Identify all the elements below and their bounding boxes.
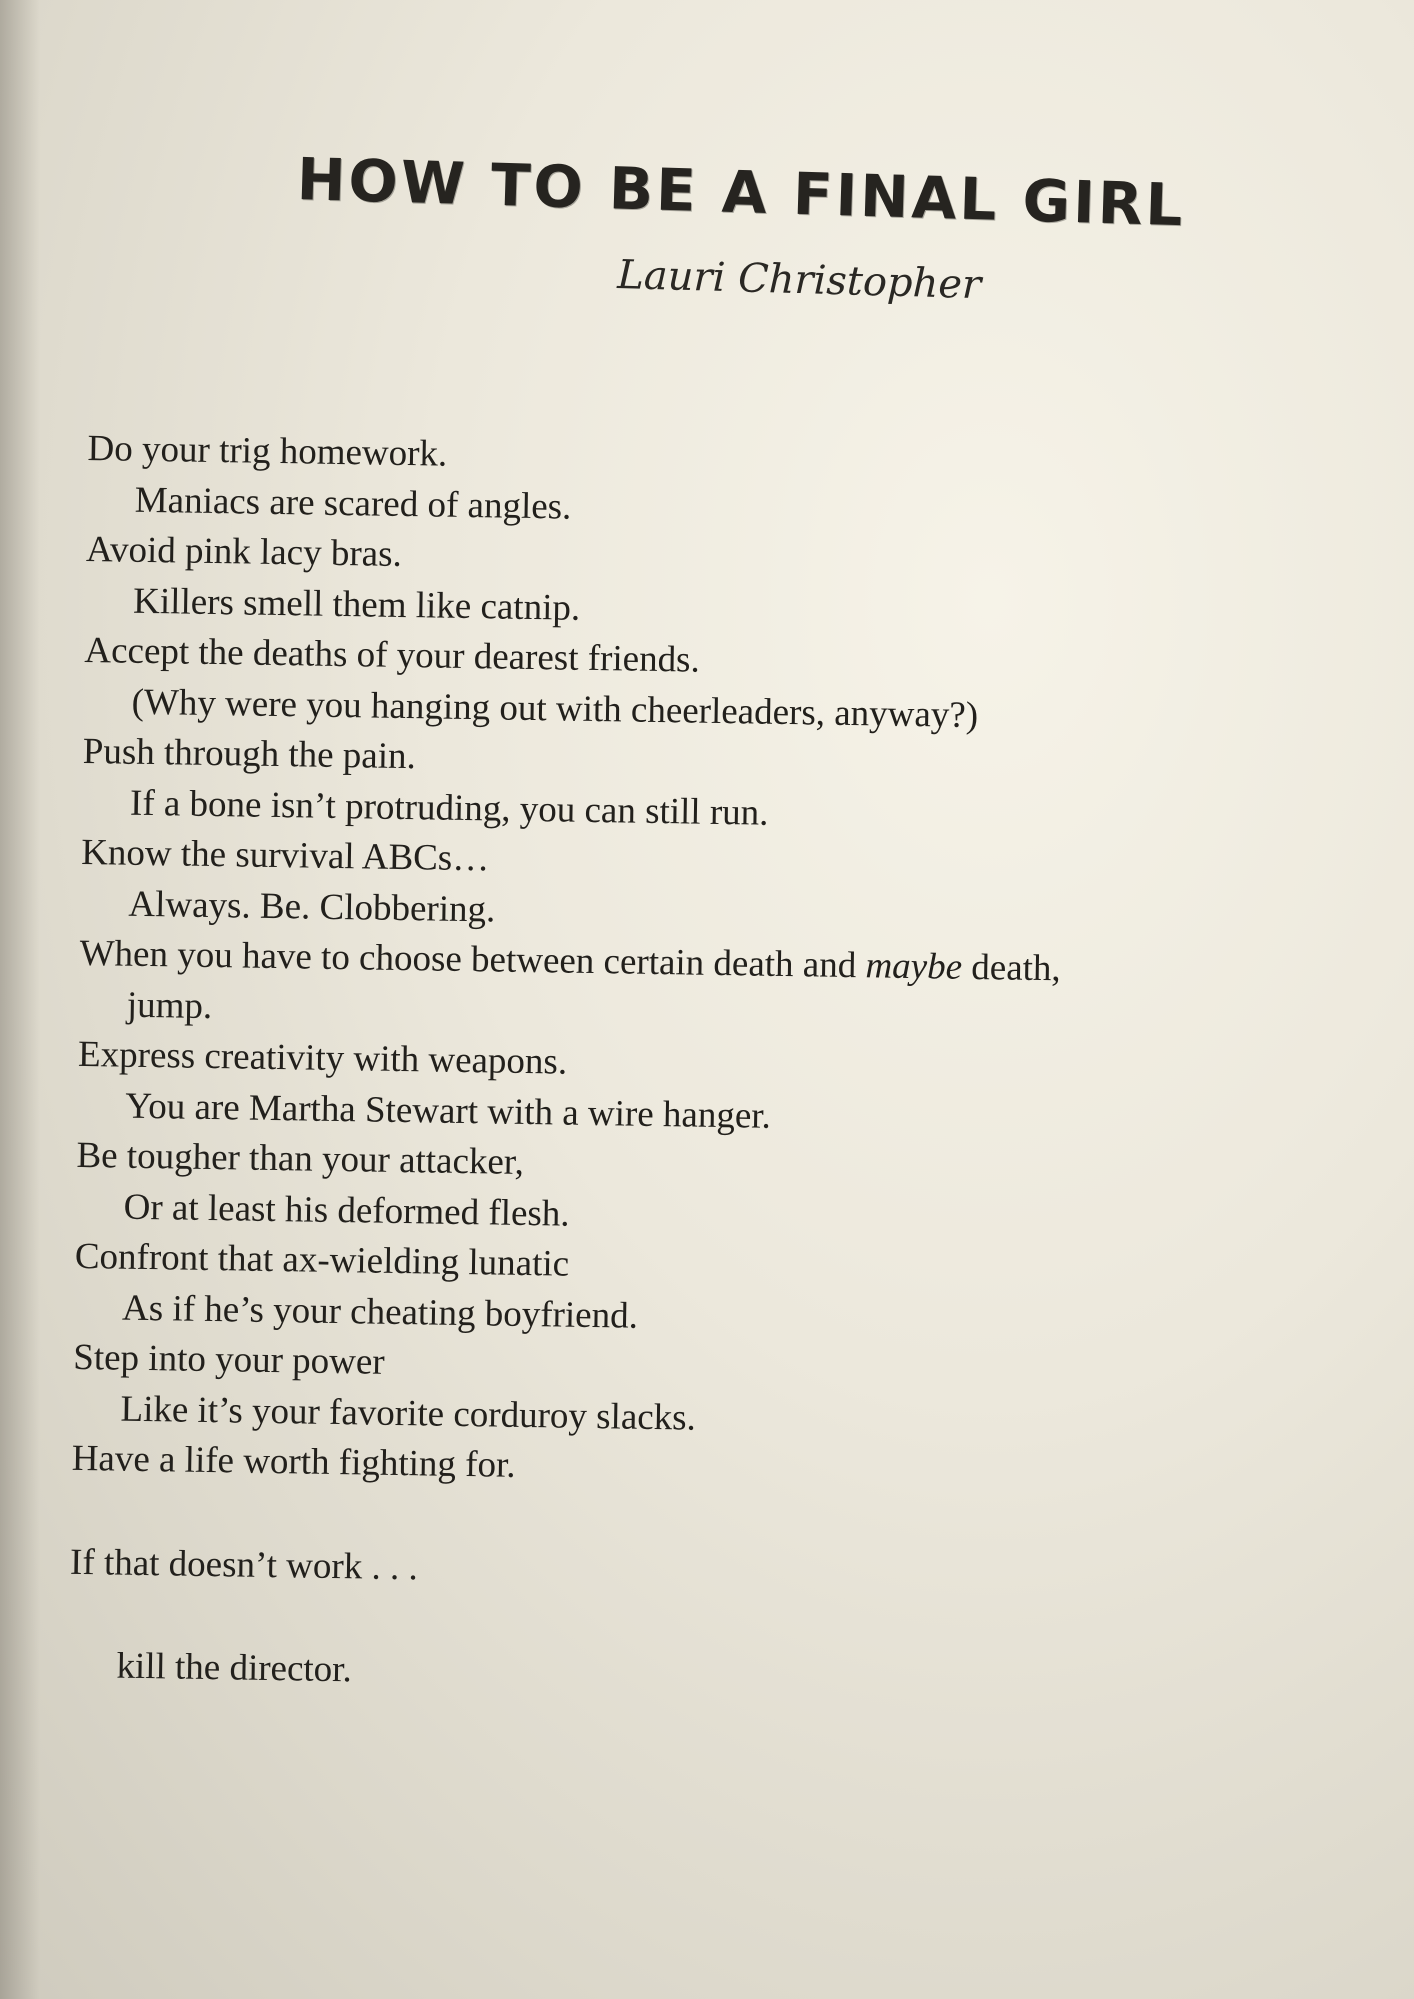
poem-line: Be tougher than your attacker, xyxy=(76,1134,525,1183)
poem-line: Accept the deaths of your dearest friends. xyxy=(84,629,701,681)
poem-line: If that doesn’t work . . . xyxy=(69,1541,419,1588)
poem-line: Push through the pain. xyxy=(82,730,417,778)
poem-line: Always. Be. Clobbering. xyxy=(128,883,496,930)
poem-line: jump. xyxy=(126,984,213,1027)
poem-line: Have a life worth fighting for. xyxy=(71,1437,516,1486)
poem-line: Know the survival ABCs… xyxy=(80,831,490,880)
poem-line: Avoid pink lacy bras. xyxy=(85,528,403,575)
poem-line: kill the director. xyxy=(116,1645,353,1691)
poem-line: You are Martha Stewart with a wire hanger. xyxy=(124,1085,772,1137)
poem-line: Killers smell them like catnip. xyxy=(132,580,581,629)
poem-line-part: When you have to choose between certain death and xyxy=(79,932,866,987)
poem-line: Confront that ax-wielding lunatic xyxy=(74,1235,570,1285)
poem-line: Maniacs are scared of angles. xyxy=(134,479,572,528)
poem-line: Express creativity with weapons. xyxy=(77,1033,568,1083)
poem-line: Do your trig homework. xyxy=(87,427,448,475)
poem-line: As if he’s your cheating boyfriend. xyxy=(121,1287,639,1337)
poem-line: Like it’s your favorite corduroy slacks. xyxy=(120,1388,697,1439)
poem-author: Lauri Christopher xyxy=(616,252,982,309)
poem-line: If a bone isn’t protruding, you can still run. xyxy=(129,782,769,834)
poem-line-part: death, xyxy=(961,946,1062,990)
page-gutter-shadow xyxy=(0,0,40,1999)
poem-line: (Why were you hanging out with cheerleaders, anyway?) xyxy=(131,681,979,736)
poem-title: HOW TO BE A FINAL GIRL xyxy=(295,145,1187,240)
poem-line: Or at least his deformed flesh. xyxy=(123,1186,570,1235)
poem-line: Step into your power xyxy=(73,1336,385,1383)
poem-line-emphasis: maybe xyxy=(865,945,963,988)
poem-body xyxy=(68,424,1328,1711)
